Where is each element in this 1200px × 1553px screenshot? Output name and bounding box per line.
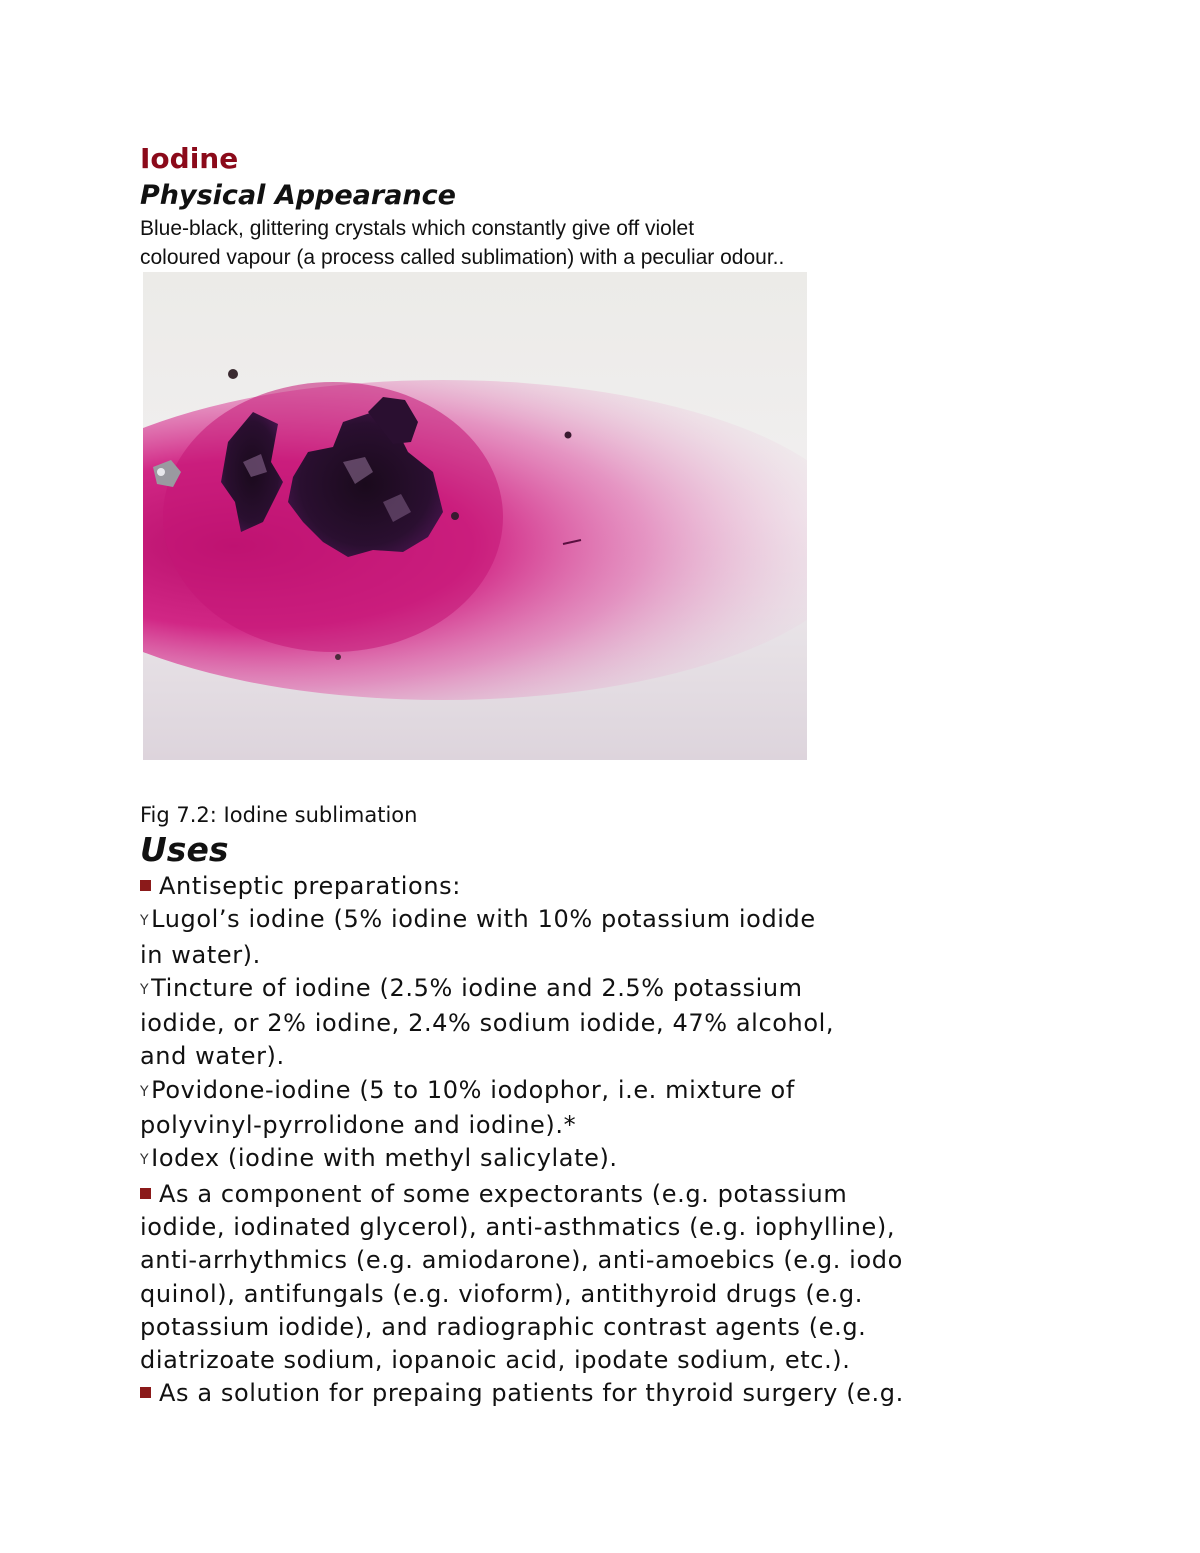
sub-bullet-marker: Y — [140, 1152, 150, 1169]
uses-line — [140, 939, 1020, 972]
square-bullet-icon — [140, 880, 151, 891]
uses-line — [140, 1109, 1020, 1142]
uses-line — [140, 1040, 1020, 1073]
uses-line-text: Antiseptic preparations: — [159, 872, 461, 900]
uses-line-text: and water). — [140, 1042, 285, 1071]
uses-line — [140, 1178, 1020, 1211]
iodine-sublimation-photo — [143, 272, 807, 760]
page-title: Iodine — [140, 142, 239, 175]
section-heading-uses: Uses — [140, 830, 229, 869]
uses-line-text: iodide, iodinated glycerol), anti-asthmatics (e.g. iophylline), — [140, 1212, 896, 1241]
figure-caption: Fig 7.2: Iodine sublimation — [140, 803, 418, 827]
uses-line-text: polyvinyl-pyrrolidone and iodine).* — [140, 1111, 577, 1140]
uses-line — [140, 1311, 1020, 1344]
uses-line — [140, 972, 1020, 1007]
uses-line-text: As a solution for prepaing patients for thyroid surgery (e.g. — [159, 1379, 904, 1408]
uses-line-text: diatrizoate sodium, iopanoic acid, ipodate sodium, etc.). — [140, 1346, 851, 1375]
iodine-crystals-image — [143, 272, 807, 760]
uses-list — [140, 870, 1020, 1411]
description-line-2: coloured vapour (a process called sublimation) with a peculiar odour.. — [140, 246, 785, 269]
square-bullet-icon — [140, 1387, 151, 1398]
uses-line-text: in water). — [140, 940, 261, 969]
uses-line — [140, 1074, 1020, 1109]
document-page — [140, 140, 1020, 1411]
section-heading-physical-appearance: Physical Appearance — [140, 180, 456, 211]
uses-line — [140, 903, 1020, 938]
uses-line — [140, 1142, 1020, 1177]
square-bullet-icon — [140, 1188, 151, 1199]
uses-line-text: quinol), antifungals (e.g. vioform), antithyroid drugs (e.g. — [140, 1279, 863, 1308]
description-line-1: Blue-black, glittering crystals which constantly give off violet — [140, 217, 695, 240]
uses-line — [140, 1211, 1020, 1244]
uses-line-text: potassium iodide), and radiographic contrast agents (e.g. — [140, 1312, 867, 1341]
sub-bullet-marker: Y — [140, 1083, 150, 1100]
uses-line — [140, 1244, 1020, 1277]
uses-line-text: Tincture of iodine (2.5% iodine and 2.5% potassium — [151, 973, 803, 1002]
uses-line-text: As a component of some expectorants (e.g. potassium — [159, 1179, 848, 1208]
uses-line-text: Iodex (iodine with methyl salicylate). — [151, 1144, 618, 1173]
uses-line-text: Povidone-iodine (5 to 10% iodophor, i.e. mixture of — [151, 1075, 795, 1104]
uses-line — [140, 1344, 1020, 1377]
uses-line — [140, 1377, 1020, 1410]
uses-line — [140, 1007, 1020, 1040]
sub-bullet-marker: Y — [140, 913, 150, 930]
uses-line-text: anti-arrhythmics (e.g. amiodarone), anti-amoebics (e.g. iodo — [140, 1246, 903, 1275]
uses-line-text: Lugol’s iodine (5% iodine with 10% potassium iodide — [151, 905, 816, 934]
uses-line-text: iodide, or 2% iodine, 2.4% sodium iodide, 47% alcohol, — [140, 1009, 835, 1038]
uses-line — [140, 1278, 1020, 1311]
sub-bullet-marker: Y — [140, 981, 150, 998]
uses-line — [140, 870, 1020, 903]
